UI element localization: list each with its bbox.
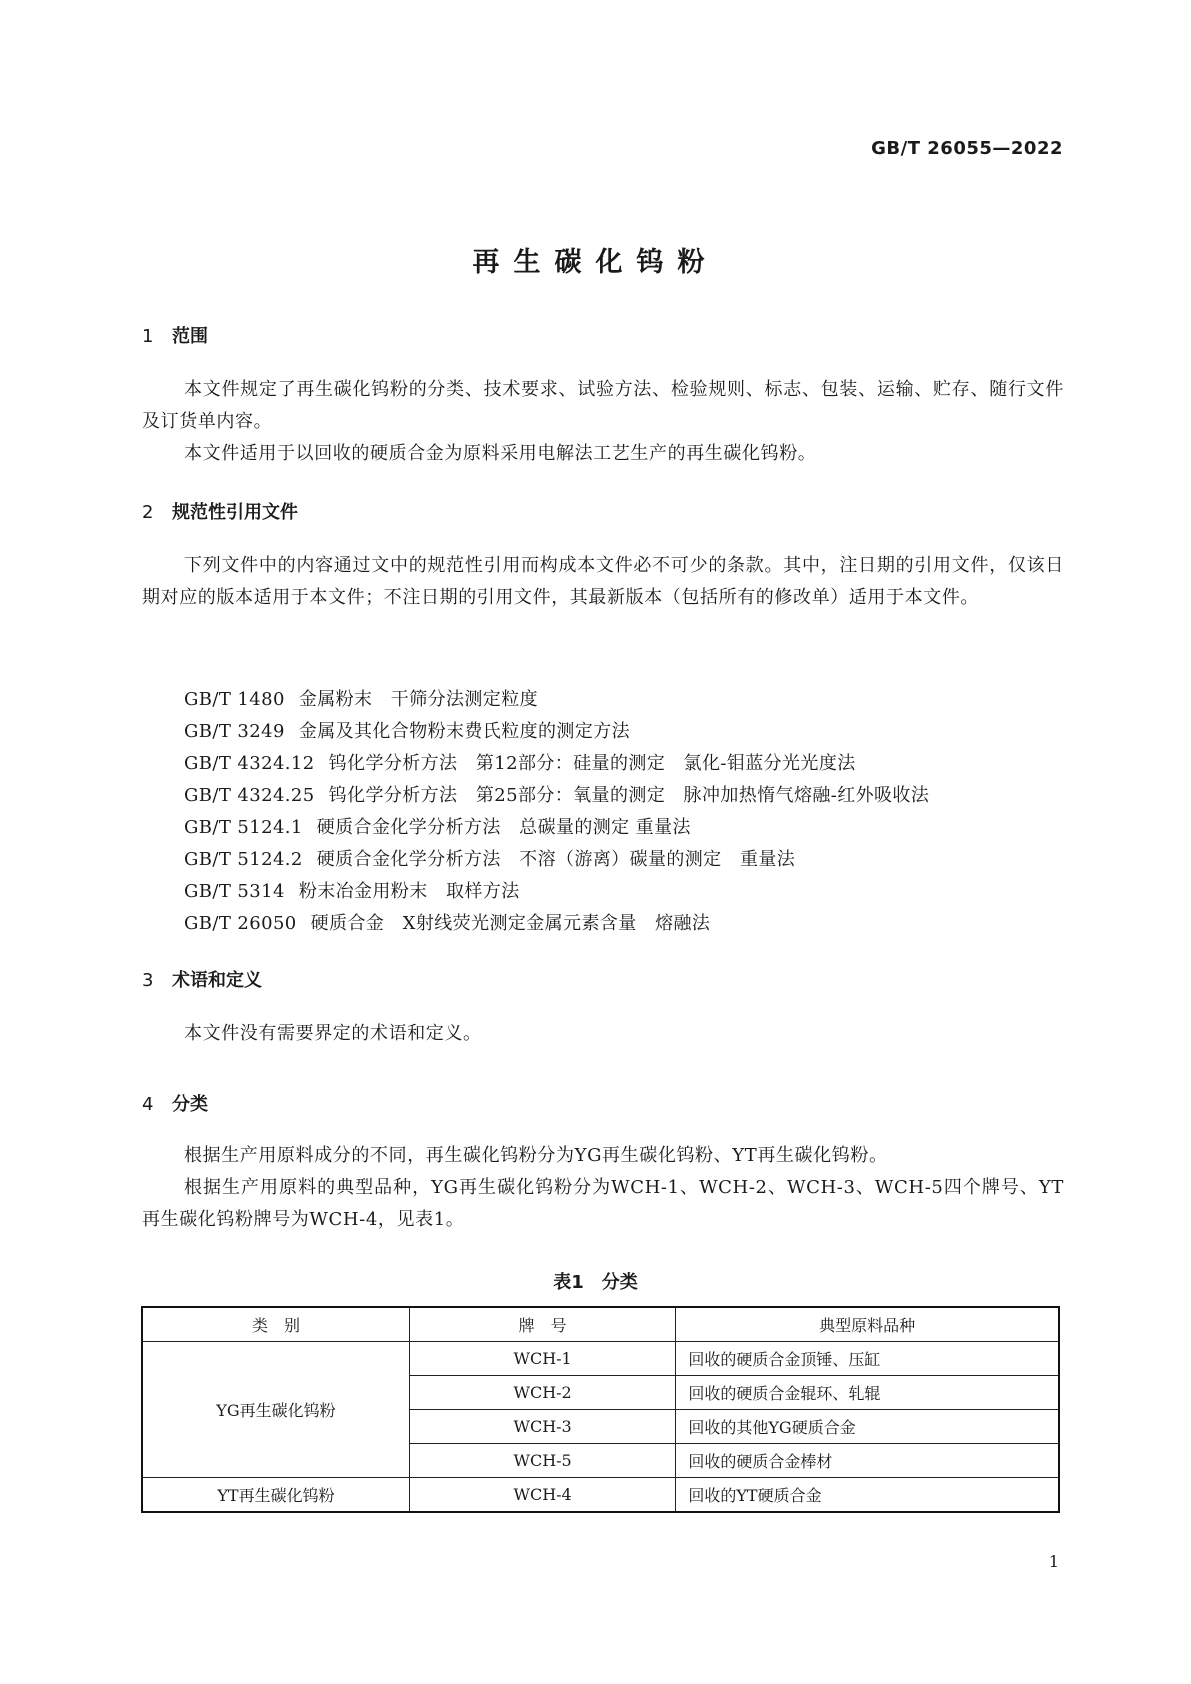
section-3-heading [142, 966, 262, 992]
reference-item [184, 684, 929, 716]
reference-code: GB/T 26050 [184, 913, 297, 934]
reference-title: 硬质合金 X射线荧光测定金属元素含量 熔融法 [310, 913, 711, 934]
reference-title: 钨化学分析方法 第12部分：硅量的测定 氯化-钼蓝分光光度法 [328, 753, 856, 774]
reference-item [184, 812, 929, 844]
table-header-row [142, 1307, 1059, 1342]
material-cell: 回收的硬质合金顶锤、压缸 [676, 1342, 1059, 1376]
table-caption: 表1 分类 [553, 1272, 638, 1293]
table-row [142, 1478, 1059, 1513]
grade-cell: WCH-4 [409, 1478, 675, 1513]
section-number: 2 [142, 502, 154, 523]
material-cell: 回收的其他YG硬质合金 [676, 1410, 1059, 1444]
category-cell: YG再生碳化钨粉 [142, 1342, 409, 1478]
standard-code: GB/T 26055—2022 [871, 138, 1063, 159]
reference-code: GB/T 5124.1 [184, 817, 303, 838]
document-title: 再生碳化钨粉 [472, 247, 719, 278]
reference-code: GB/T 4324.25 [184, 785, 315, 806]
material-cell: 回收的硬质合金棒材 [676, 1444, 1059, 1478]
reference-title: 钨化学分析方法 第25部分：氧量的测定 脉冲加热惰气熔融-红外吸收法 [328, 785, 930, 806]
section-4-heading [142, 1090, 208, 1116]
reference-item [184, 748, 929, 780]
page-number: 1 [1048, 1552, 1059, 1571]
reference-item [184, 908, 929, 940]
section-title: 规范性引用文件 [172, 502, 298, 523]
reference-item [184, 844, 929, 876]
section-number: 1 [142, 326, 154, 347]
section-title: 范围 [172, 326, 208, 347]
grade-cell: WCH-2 [409, 1376, 675, 1410]
reference-code: GB/T 4324.12 [184, 753, 315, 774]
reference-title: 硬质合金化学分析方法 不溶（游离）碳量的测定 重量法 [316, 849, 796, 870]
section-title: 术语和定义 [172, 970, 262, 991]
section-number: 3 [142, 970, 154, 991]
column-header-category: 类 别 [142, 1307, 409, 1342]
reference-code: GB/T 1480 [184, 689, 285, 710]
reference-title: 硬质合金化学分析方法 总碳量的测定 重量法 [316, 817, 691, 838]
section-number: 4 [142, 1094, 154, 1115]
column-header-grade: 牌 号 [409, 1307, 675, 1342]
reference-code: GB/T 5124.2 [184, 849, 303, 870]
section-4-paragraph-1: 根据生产用原料成分的不同，再生碳化钨粉分为YG再生碳化钨粉、YT再生碳化钨粉。 [184, 1145, 888, 1166]
section-2-heading [142, 498, 298, 524]
section-2-paragraph-1: 下列文件中的内容通过文中的规范性引用而构成本文件必不可少的条款。其中，注日期的引用文件，仅该日期对应的版本适用于本文件；不注日期的引用文件，其最新版本（包括所有的修改单）适用于本文件。 [142, 555, 1064, 608]
reference-item [184, 876, 929, 908]
normative-references-list [184, 684, 929, 940]
grade-cell: WCH-1 [409, 1342, 675, 1376]
material-cell: 回收的硬质合金辊环、轧辊 [676, 1376, 1059, 1410]
grade-cell: WCH-3 [409, 1410, 675, 1444]
grade-cell: WCH-5 [409, 1444, 675, 1478]
section-4-paragraph-2: 根据生产用原料的典型品种，YG再生碳化钨粉分为WCH-1、WCH-2、WCH-3、WCH-5四个牌号、YT再生碳化钨粉牌号为WCH-4，见表1。 [142, 1177, 1064, 1230]
section-3-paragraph-1: 本文件没有需要界定的术语和定义。 [184, 1023, 482, 1044]
reference-title: 金属粉末 干筛分法测定粒度 [298, 689, 539, 710]
reference-code: GB/T 3249 [184, 721, 285, 742]
column-header-material: 典型原料品种 [676, 1307, 1059, 1342]
reference-code: GB/T 5314 [184, 881, 285, 902]
section-1-paragraph-2: 本文件适用于以回收的硬质合金为原料采用电解法工艺生产的再生碳化钨粉。 [184, 443, 817, 464]
section-1-heading [142, 322, 208, 348]
section-1-paragraph-1: 本文件规定了再生碳化钨粉的分类、技术要求、试验方法、检验规则、标志、包装、运输、贮存、随行文件及订货单内容。 [142, 379, 1064, 432]
reference-item [184, 716, 929, 748]
category-cell: YT再生碳化钨粉 [142, 1478, 409, 1513]
table-row [142, 1342, 1059, 1376]
reference-item [184, 780, 929, 812]
reference-title: 金属及其化合物粉末费氏粒度的测定方法 [298, 721, 631, 742]
material-cell: 回收的YT硬质合金 [676, 1478, 1059, 1513]
classification-table [141, 1306, 1060, 1513]
section-title: 分类 [172, 1094, 208, 1115]
reference-title: 粉末冶金用粉末 取样方法 [298, 881, 520, 902]
